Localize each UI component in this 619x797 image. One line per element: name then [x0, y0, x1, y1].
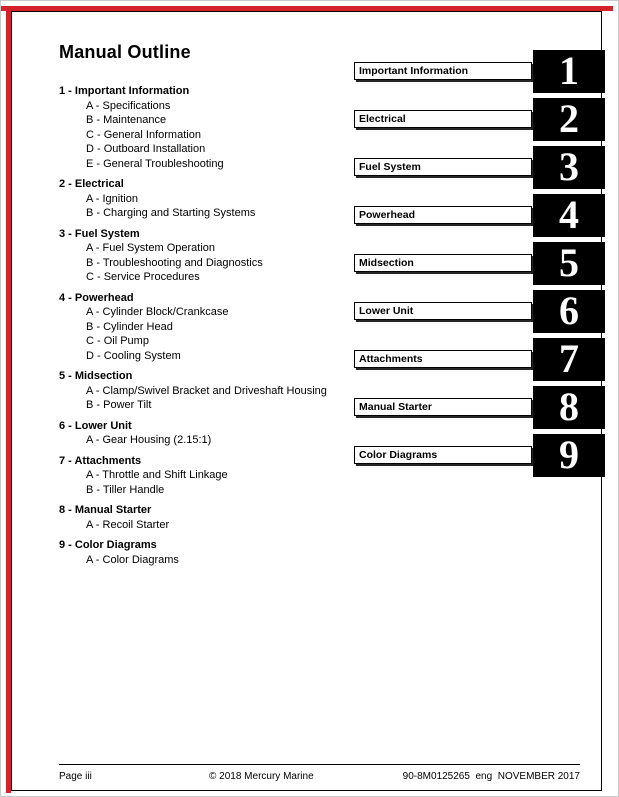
outline-section-item[interactable]: A - Color Diagrams — [86, 553, 179, 566]
outline-section-item[interactable]: B - Maintenance — [86, 114, 167, 126]
footer-copyright: © 2018 Mercury Marine — [209, 771, 314, 782]
outline-section-item[interactable]: C - General Information — [86, 128, 201, 141]
outline-section-heading[interactable]: 1 - Important Information — [59, 85, 190, 97]
outline-section-item[interactable]: D - Outboard Installation — [86, 143, 206, 155]
outline-section-item[interactable]: E - General Troubleshooting — [86, 157, 224, 170]
section-tab-number[interactable]: 8 — [533, 386, 605, 429]
section-tab-number[interactable]: 4 — [533, 194, 605, 237]
section-tab-label[interactable]: Electrical — [354, 110, 532, 128]
section-tab-row — [354, 194, 605, 237]
section-tab-row — [354, 146, 605, 189]
section-tab-label[interactable]: Powerhead — [354, 206, 532, 224]
outline-section-item[interactable]: A - Specifications — [86, 99, 171, 112]
section-tab-row — [354, 50, 605, 93]
outline-section-item[interactable]: C - Oil Pump — [86, 335, 149, 347]
outline-section — [59, 419, 364, 448]
section-tab-row — [354, 290, 605, 333]
outline-section-item[interactable]: D - Cooling System — [86, 349, 181, 362]
section-tab-number[interactable]: 3 — [533, 146, 605, 189]
section-tab-label[interactable]: Lower Unit — [354, 302, 532, 320]
outline-section-item[interactable]: A - Throttle and Shift Linkage — [86, 469, 228, 481]
outline-section-heading[interactable]: 2 - Electrical — [59, 178, 124, 190]
outline-section — [59, 503, 364, 532]
outline-section — [59, 177, 364, 221]
outline-section-heading[interactable]: 9 - Color Diagrams — [59, 539, 157, 551]
outline-list — [59, 84, 364, 567]
outline-section-heading[interactable]: 4 - Powerhead — [59, 291, 134, 304]
section-tab-row — [354, 434, 605, 477]
section-tab-number[interactable]: 2 — [533, 98, 605, 141]
section-tab-number[interactable]: 1 — [533, 50, 605, 93]
outline-section-heading[interactable]: 3 - Fuel System — [59, 227, 140, 240]
outline-section-item[interactable]: A - Ignition — [86, 192, 138, 205]
footer-document-number: 90-8M0125265 eng NOVEMBER 2017 — [402, 771, 580, 782]
outline-section-item[interactable]: B - Tiller Handle — [86, 483, 165, 496]
outline-section-item[interactable]: B - Troubleshooting and Diagnostics — [86, 256, 263, 269]
outline-section-heading[interactable]: 7 - Attachments — [59, 454, 142, 467]
section-tab-number[interactable]: 7 — [533, 338, 605, 381]
footer-page-number: Page iii — [59, 771, 92, 782]
section-tab-row — [354, 98, 605, 141]
footer — [59, 764, 580, 787]
outline-section-item[interactable]: B - Cylinder Head — [86, 320, 173, 333]
outline-section-item[interactable]: A - Recoil Starter — [86, 518, 170, 531]
outline-section — [59, 454, 364, 498]
section-tab-label[interactable]: Important Information — [354, 62, 532, 80]
section-tab-label[interactable]: Manual Starter — [354, 398, 532, 416]
outline-section-item[interactable]: A - Fuel System Operation — [86, 242, 215, 254]
manual-outline-page — [11, 11, 602, 791]
outline-section — [59, 84, 364, 171]
section-tab-label[interactable]: Midsection — [354, 254, 532, 272]
outline-section-item[interactable]: B - Power Tilt — [86, 399, 152, 411]
outline-section-heading[interactable]: 8 - Manual Starter — [59, 504, 152, 516]
outline-section — [59, 369, 364, 413]
outline-section-heading[interactable]: 6 - Lower Unit — [59, 419, 132, 432]
outline-section — [59, 291, 364, 364]
section-tab-row — [354, 386, 605, 429]
outline-section-item[interactable]: A - Cylinder Block/Crankcase — [86, 306, 229, 318]
section-tab-label[interactable]: Color Diagrams — [354, 446, 532, 464]
outline-section-item[interactable]: A - Clamp/Swivel Bracket and Driveshaft Housing — [86, 384, 327, 397]
section-tab-number[interactable]: 5 — [533, 242, 605, 285]
outline-section-heading[interactable]: 5 - Midsection — [59, 370, 133, 382]
page-title: Manual Outline — [59, 42, 191, 62]
section-tab-row — [354, 338, 605, 381]
outline-section — [59, 538, 364, 567]
section-tab-label[interactable]: Fuel System — [354, 158, 532, 176]
outline-section-item[interactable]: C - Service Procedures — [86, 271, 200, 283]
outline-section — [59, 227, 364, 285]
section-tab-label[interactable]: Attachments — [354, 350, 532, 368]
section-tab-column — [354, 50, 605, 486]
section-tab-number[interactable]: 9 — [533, 434, 605, 477]
section-tab-row — [354, 242, 605, 285]
outline-section-item[interactable]: B - Charging and Starting Systems — [86, 207, 256, 219]
outline-section-item[interactable]: A - Gear Housing (2.15:1) — [86, 434, 212, 446]
section-tab-number[interactable]: 6 — [533, 290, 605, 333]
